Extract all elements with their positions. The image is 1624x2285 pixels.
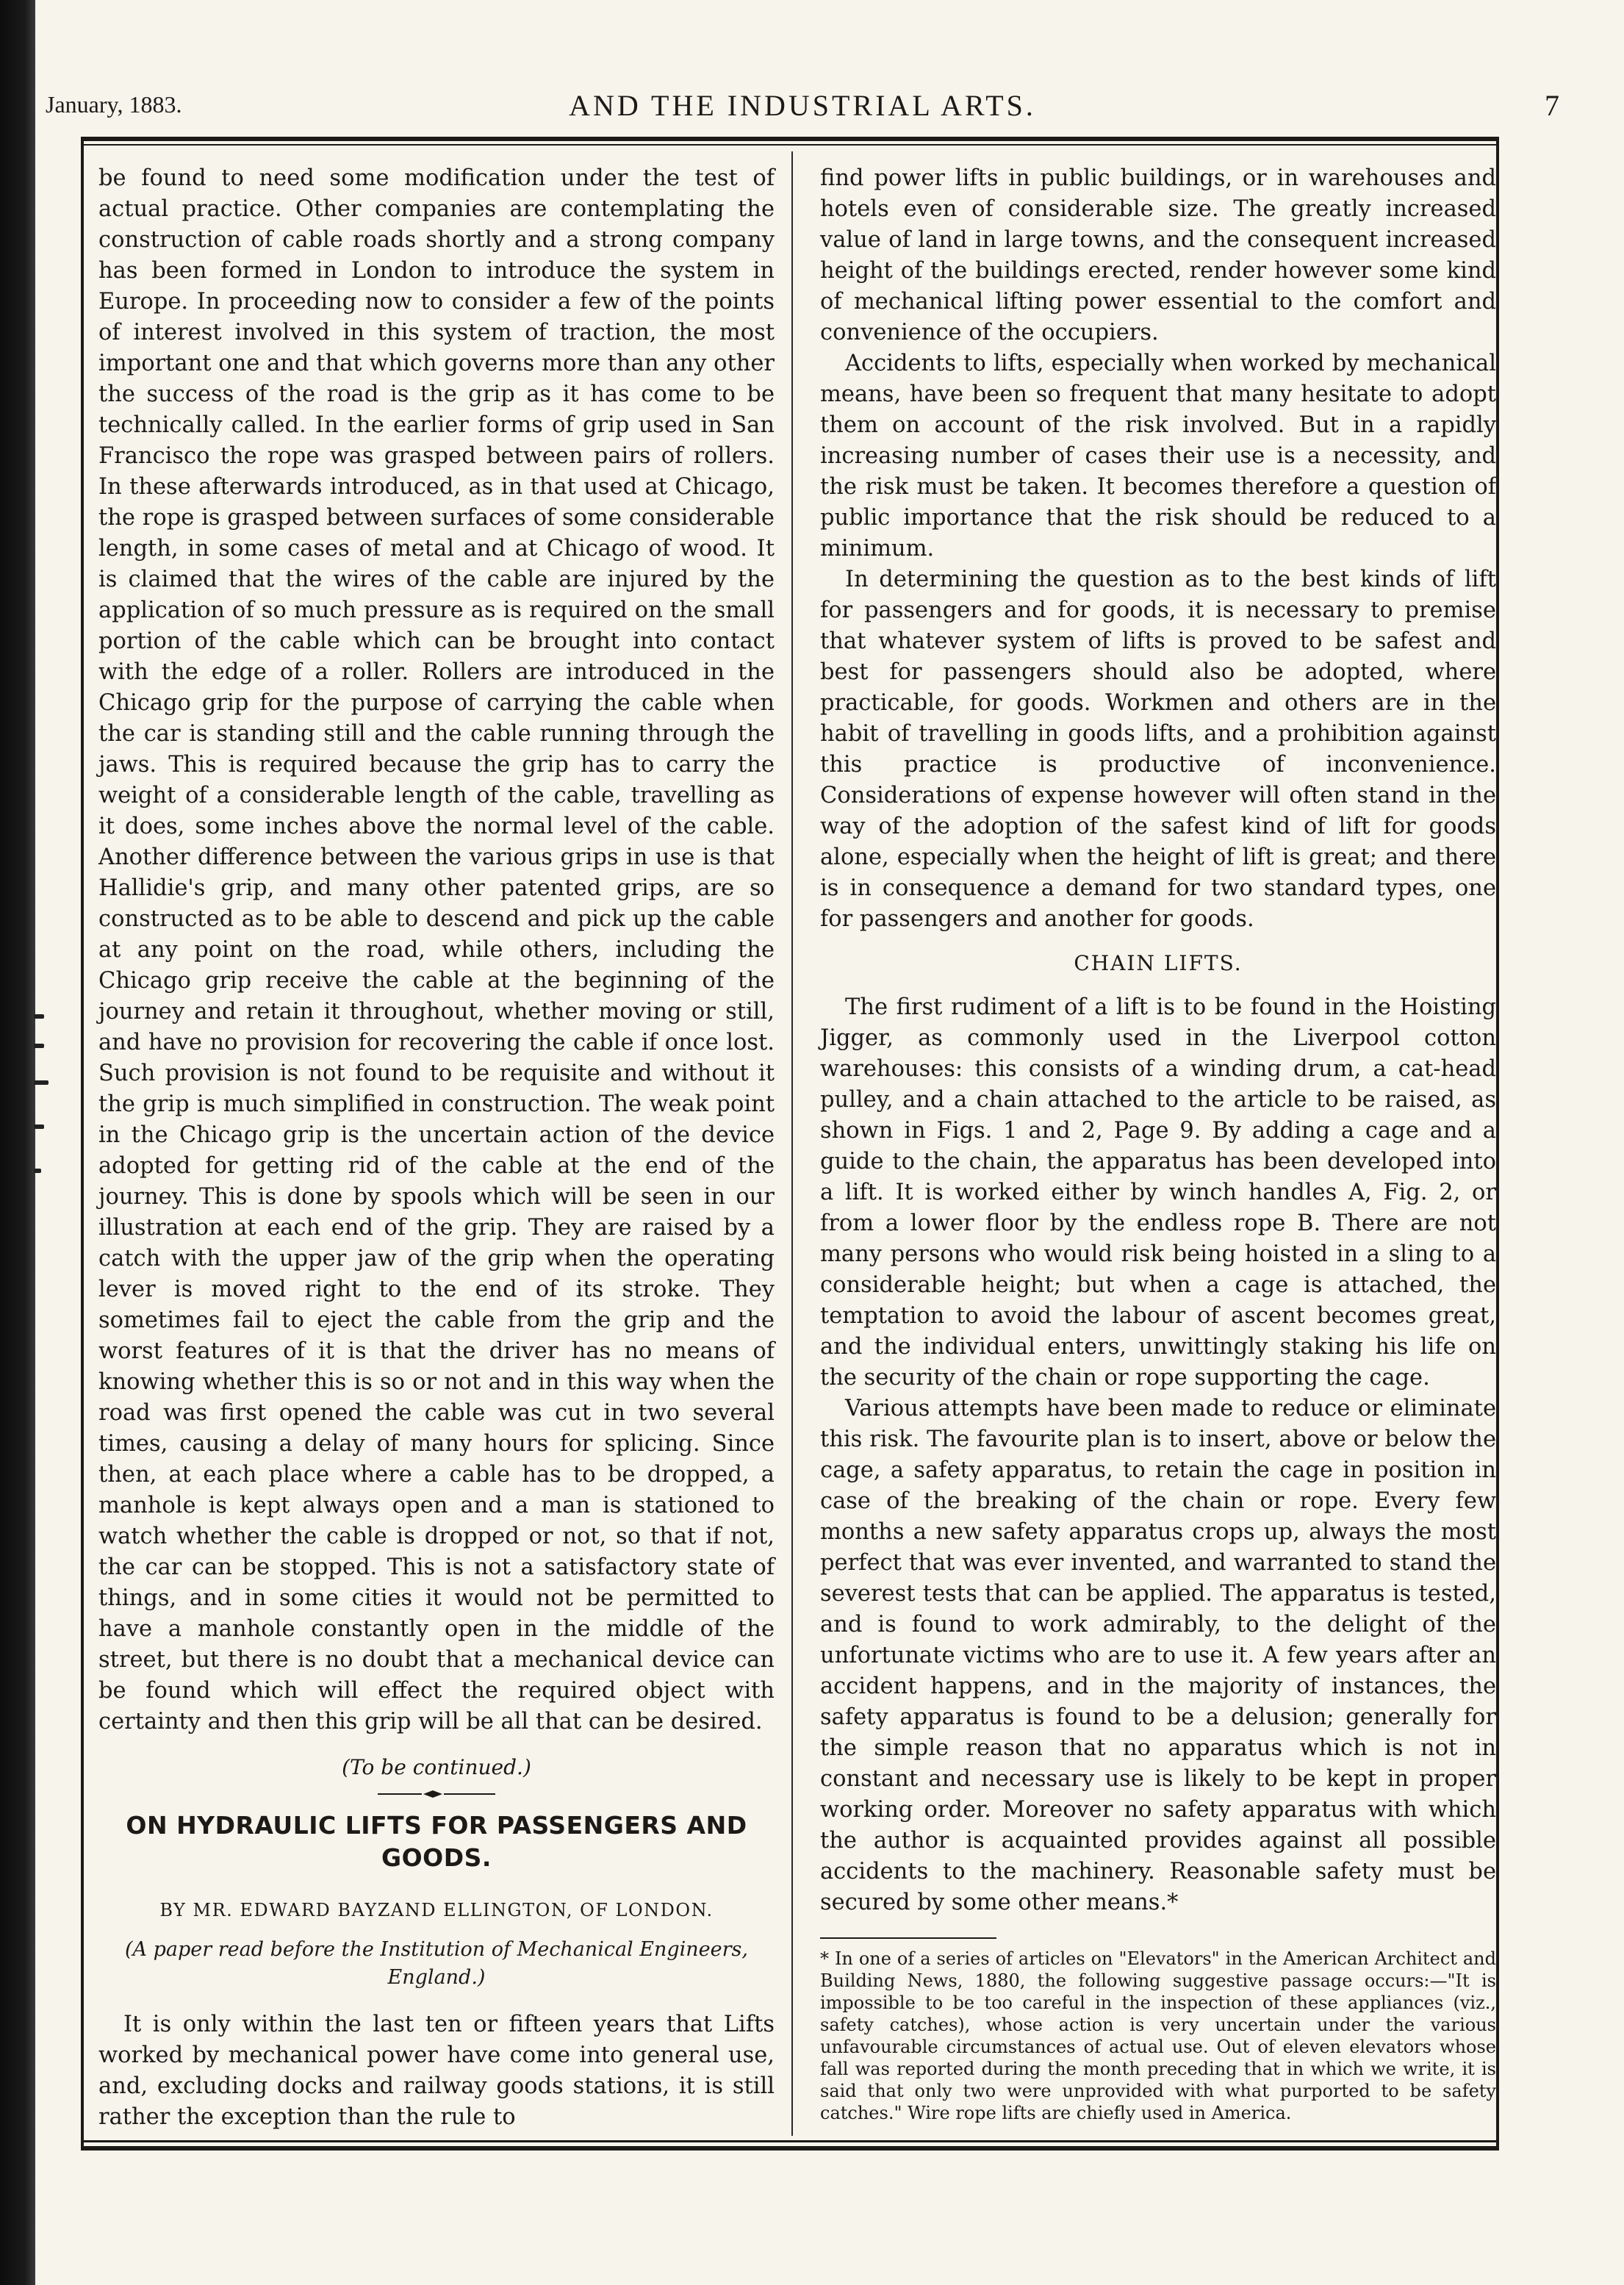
left-border-rule: [81, 137, 84, 2151]
footnote: * In one of a series of articles on "Elevators" in the American Architect and Building News, 1880, the following suggestive passage occurs:—"It is impossible to be too careful in the inspection of these appliances (viz., safety catches), whose action is very uncertain under the various unfavourable circumstances of actual use. Out of eleven elevators whose fall was reported during the month preceding that in which we write, it is said that only two were unprovided with what purported to be safety catches." Wire rope lifts are chiefly used in America.: [820, 1948, 1496, 2123]
page-number: 7: [1545, 89, 1559, 122]
article-title: ON HYDRAULIC LIFTS FOR PASSENGERS AND GOODS.: [126, 1811, 747, 1872]
safety-apparatus-paragraph: Various attempts have been made to reduce or eliminate this risk. The favourite plan is to insert, above or below the cage, a safety apparatus, to retain the cage in position in case of the breaking of the chain or rope. Every few months a new safety apparatus crops up, always the most perfect that was ever invented, and warranted to stand the severest tests that can be applied. The apparatus is tested, and is found to work admirably, to the delight of the unfortunate victims who are to use it. A few years after an accident happens, and in the majority of instances, the safety apparatus is found to be a delusion; generally for the simple reason that no apparatus which is not in constant and necessary use is likely to be kept in proper working order. Moreover no safety apparatus with which the author is acquainted provides against all possible accidents to the machinery. Reasonable safety must be secured by some other means.*: [820, 1396, 1496, 1915]
hoisting-jigger-paragraph: The first rudiment of a lift is to be found in the Hoisting Jigger, as commonly used in the Liverpool cotton warehouses: this consists of a winding drum, a cat-head pulley, and a chain attached to the article to be raised, as shown in Figs. 1 and 2, Page 9. By adding a cage and a guide to the chain, the apparatus has been developed into a lift. It is worked either by winch handles A, Fig. 2, or from a lower floor by the endless rope B. There are not many persons who would risk being hoisted in a sling to a considerable height; but when a cage is attached, the temptation to avoid the labour of ascent becomes great, and the individual enters, unwittingly staking his life on the security of the chain or rope supporting the cage.: [820, 994, 1496, 1391]
author-byline: BY MR. EDWARD BAYZAND ELLINGTON, OF LONDON.: [159, 1900, 714, 1920]
section-heading-chain-lifts: CHAIN LIFTS.: [1074, 951, 1243, 975]
binding-marks: [34, 1014, 59, 1205]
right-column: [820, 163, 1496, 2124]
section-ornament: [326, 1789, 547, 1799]
issue-date: January, 1883.: [46, 91, 182, 118]
top-rule-thick: [81, 137, 1499, 141]
top-rule-thin: [81, 144, 1499, 146]
bottom-rule-thick: [81, 2146, 1499, 2151]
paper-source-note: (A paper read before the Institution of Mechanical Engineers, England.): [125, 1938, 748, 1989]
running-header: [46, 82, 1559, 126]
footnote-rule: [820, 1937, 996, 1939]
bottom-rule-thin: [81, 2140, 1499, 2142]
journal-title: AND THE INDUSTRIAL ARTS.: [569, 89, 1036, 122]
lifts-intro-paragraph: It is only within the last ten or fifteen years that Lifts worked by mechanical power have come into general use, and, excluding docks and railway goods stations, it is still rather the exception than the rule to: [98, 2012, 775, 2130]
left-column: [98, 163, 775, 2133]
power-lifts-paragraph: find power lifts in public buildings, or in warehouses and hotels even of considerable size. The greatly increased value of land in large towns, and the consequent increased height of the buildings erected, render however some kind of mechanical lifting power essential to the comfort and convenience of the occupiers.: [820, 165, 1496, 345]
lift-kinds-paragraph: In determining the question as to the best kinds of lift for passengers and for goods, it is necessary to premise that whatever system of lifts is proved to be safest and best for passengers should also be adopted, where practicable, for goods. Workmen and others are in the habit of travelling in goods lifts, and a prohibition against this practice is productive of inconvenience. Considerations of expense however will often stand in the way of the adoption of the safest kind of lift for goods alone, especially when the height of lift is great; and there is in consequence a demand for two standard types, one for passengers and another for goods.: [820, 567, 1496, 932]
right-border-rule: [1496, 137, 1499, 2151]
to-be-continued: (To be continued.): [342, 1755, 531, 1779]
accidents-paragraph: Accidents to lifts, especially when worked by mechanical means, have been so frequent that many hesitate to adopt them on account of the risk involved. But in a rapidly increasing number of cases their use is a necessity, and the risk must be taken. It becomes therefore a question of public importance that the risk should be reduced to a minimum.: [820, 351, 1496, 562]
book-spine-shadow: [0, 0, 35, 2285]
column-divider: [791, 151, 793, 2136]
cable-grip-paragraph: be found to need some modification under the test of actual practice. Other companies are contemplating the construction of cable roads shortly and a strong company has been formed in London to introduce the system in Europe. In proceeding now to consider a few of the points of interest involved in this system of traction, the most important one and that which governs more than any other the success of the road is the grip as it has come to be technically called. In the earlier forms of grip used in San Francisco the rope was grasped between pairs of rollers. In these afterwards introduced, as in that used at Chicago, the rope is grasped between surfaces of some considerable length, in some cases of metal and at Chicago of wood. It is claimed that the wires of the cable are injured by the application of so much pressure as is required on the small portion of the cable which can be brought into contact with the edge of a roller. Rollers are introduced in the Chicago grip for the purpose of carrying the cable when the car is standing still and the cable running through the jaws. This is required because the grip has to carry the weight of a considerable length of the cable, travelling as it does, some inches above the normal level of the cable. Another difference between the various grips in use is that Hallidie's grip, and many other patented grips, are so constructed as to be able to descend and pick up the cable at any point on the road, while others, including the Chicago grip receive the cable at the beginning of the journey and retain it throughout, whether moving or still, and have no provision for recovering the cable if once lost. Such provision is not found to be requisite and without it the grip is much simplified in construction. The weak point in the Chicago grip is the uncertain action of the device adopted for getting rid of the cable at the end of the journey. This is done by spools which will be seen in our illustration at each end of the grip. They are raised by a catch with the upper jaw of the grip when the operating lever is moved right to the end of its stroke. They sometimes fail to eject the cable from the grip and the worst features of it is that the driver has no means of knowing whether this is so or not and in this way when the road was first opened the cable was cut in two several times, causing a delay of many hours for splicing. Since then, at each place where a cable has to be dropped, a manhole is kept always open and a man is stationed to watch whether the cable is dropped or not, so that if not, the car can be stopped. This is not a satisfactory state of things, and in some cities it would not be permitted to have a manhole constantly open in the middle of the street, but there is no doubt that a mechanical device can be found which will effect the required object with certainty and then this grip will be all that can be desired.: [98, 165, 775, 1735]
